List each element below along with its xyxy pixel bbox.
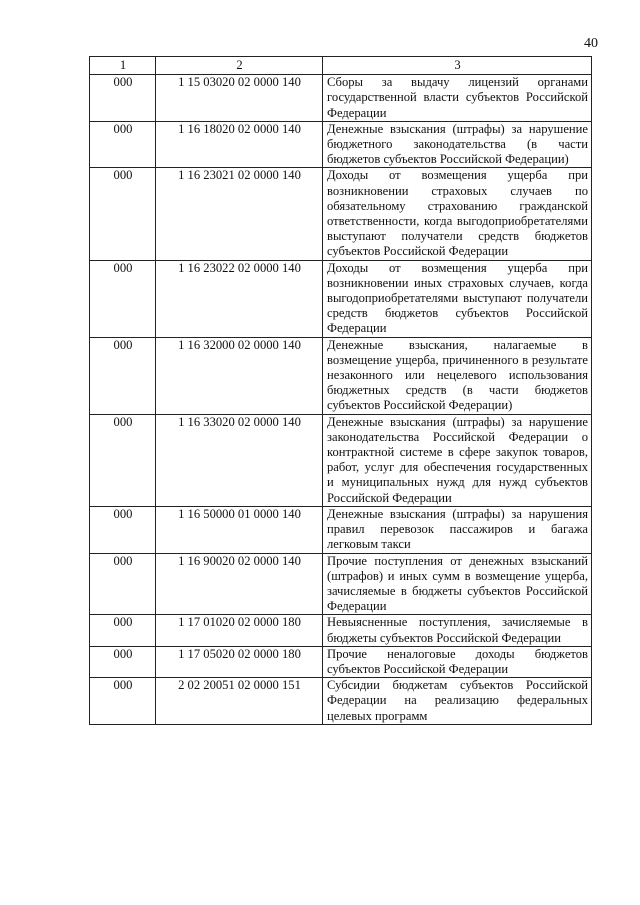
revenue-code-cell: 1 16 90020 02 0000 140 bbox=[156, 553, 323, 615]
table-row bbox=[90, 414, 592, 506]
description-cell: Доходы от возмещения ущерба при возникновении иных страховых случаев, когда выгодоприобретателями выступают получатели средств бюджетов субъектов Российской Федерации bbox=[323, 260, 592, 337]
admin-code-cell: 000 bbox=[90, 414, 156, 506]
admin-code-cell: 000 bbox=[90, 75, 156, 122]
budget-codes-table bbox=[89, 56, 592, 725]
description-cell: Доходы от возмещения ущерба при возникновении страховых случаев по обязательному страхованию гражданской ответственности, когда выгодоприобретателями выступают получатели средств бюджетов субъектов Российской Федерации bbox=[323, 168, 592, 260]
table-row bbox=[90, 168, 592, 260]
table-row bbox=[90, 75, 592, 122]
revenue-code-cell: 1 16 23022 02 0000 140 bbox=[156, 260, 323, 337]
admin-code-cell: 000 bbox=[90, 646, 156, 677]
description-cell: Невыясненные поступления, зачисляемые в бюджеты субъектов Российской Федерации bbox=[323, 615, 592, 646]
revenue-code-cell: 1 17 01020 02 0000 180 bbox=[156, 615, 323, 646]
table-row bbox=[90, 121, 592, 168]
admin-code-cell: 000 bbox=[90, 121, 156, 168]
description-cell: Денежные взыскания (штрафы) за нарушения правил перевозок пассажиров и багажа легковым такси bbox=[323, 506, 592, 553]
admin-code-cell: 000 bbox=[90, 678, 156, 725]
description-cell: Прочие неналоговые доходы бюджетов субъектов Российской Федерации bbox=[323, 646, 592, 677]
table-row bbox=[90, 337, 592, 414]
table-row bbox=[90, 678, 592, 725]
revenue-code-cell: 1 16 33020 02 0000 140 bbox=[156, 414, 323, 506]
revenue-code-cell: 1 16 32000 02 0000 140 bbox=[156, 337, 323, 414]
description-cell: Сборы за выдачу лицензий органами государственной власти субъектов Российской Федерации bbox=[323, 75, 592, 122]
description-cell: Денежные взыскания, налагаемые в возмещение ущерба, причиненного в результате незаконного или нецелевого использования бюджетных средств (в части бюджетов субъектов Российской Федерации) bbox=[323, 337, 592, 414]
table-row bbox=[90, 506, 592, 553]
revenue-code-cell: 1 16 23021 02 0000 140 bbox=[156, 168, 323, 260]
table-row bbox=[90, 615, 592, 646]
page-number: 40 bbox=[584, 36, 598, 51]
admin-code-cell: 000 bbox=[90, 168, 156, 260]
revenue-code-cell: 1 16 50000 01 0000 140 bbox=[156, 506, 323, 553]
table-row bbox=[90, 646, 592, 677]
revenue-code-cell: 1 16 18020 02 0000 140 bbox=[156, 121, 323, 168]
admin-code-cell: 000 bbox=[90, 506, 156, 553]
description-cell: Денежные взыскания (штрафы) за нарушение бюджетного законодательства (в части бюджетов субъектов Российской Федерации) bbox=[323, 121, 592, 168]
admin-code-cell: 000 bbox=[90, 553, 156, 615]
table-header-row bbox=[90, 57, 592, 75]
description-cell: Субсидии бюджетам субъектов Российской Федерации на реализацию федеральных целевых программ bbox=[323, 678, 592, 725]
revenue-code-cell: 1 15 03020 02 0000 140 bbox=[156, 75, 323, 122]
table-row bbox=[90, 553, 592, 615]
column-header-3: 3 bbox=[323, 57, 592, 75]
column-header-1: 1 bbox=[90, 57, 156, 75]
admin-code-cell: 000 bbox=[90, 260, 156, 337]
admin-code-cell: 000 bbox=[90, 615, 156, 646]
column-header-2: 2 bbox=[156, 57, 323, 75]
revenue-code-cell: 2 02 20051 02 0000 151 bbox=[156, 678, 323, 725]
revenue-code-cell: 1 17 05020 02 0000 180 bbox=[156, 646, 323, 677]
table-row bbox=[90, 260, 592, 337]
description-cell: Денежные взыскания (штрафы) за нарушение законодательства Российской Федерации о контрактной системе в сфере закупок товаров, работ, услуг для обеспечения государственных и муниципальных нужд для нужд субъектов Российской Федерации bbox=[323, 414, 592, 506]
description-cell: Прочие поступления от денежных взысканий (штрафов) и иных сумм в возмещение ущерба, зачисляемые в бюджеты субъектов Российской Федерации bbox=[323, 553, 592, 615]
admin-code-cell: 000 bbox=[90, 337, 156, 414]
